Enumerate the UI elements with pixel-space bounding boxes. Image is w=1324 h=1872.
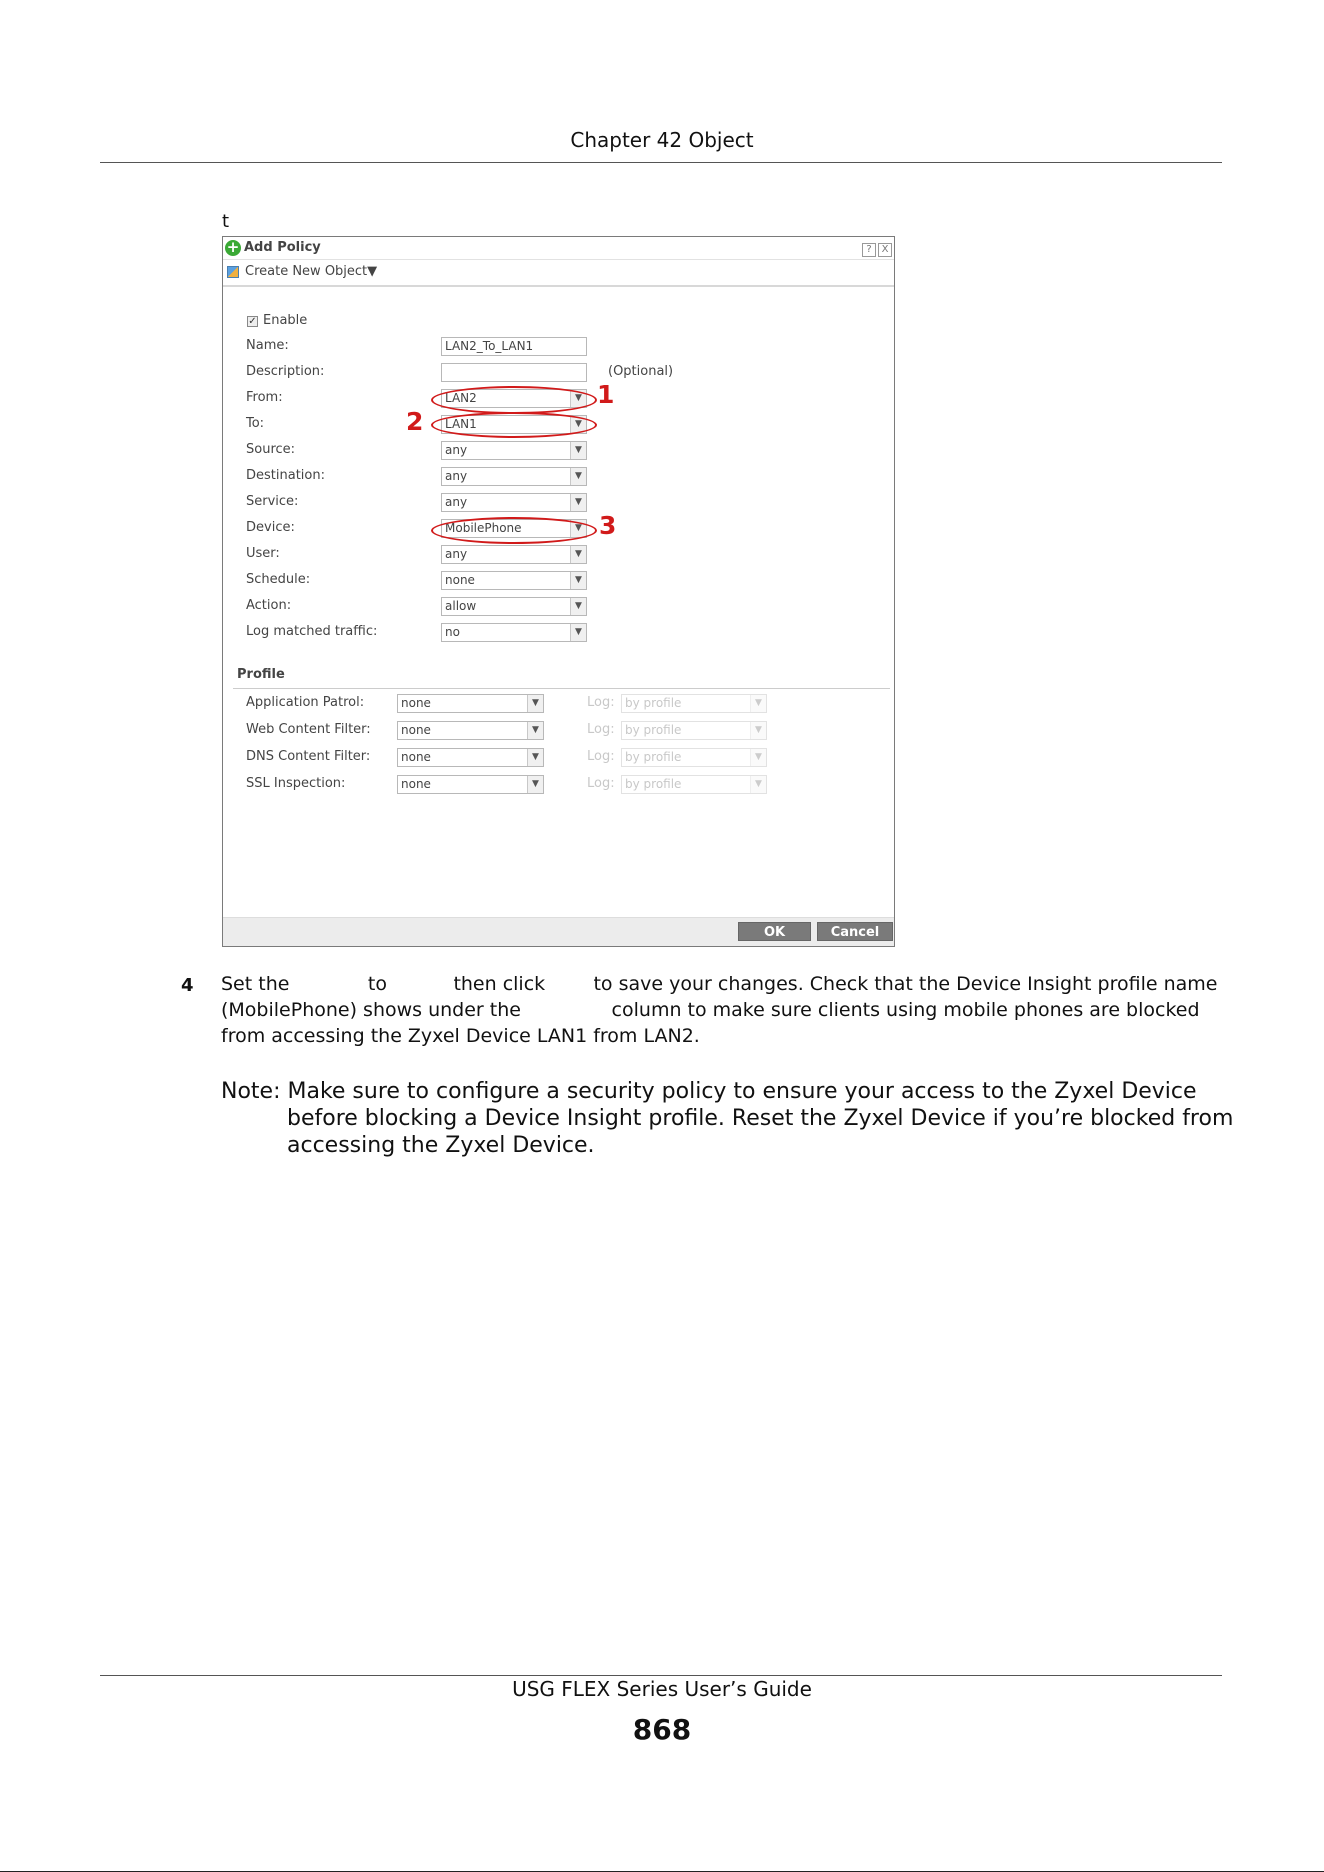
description-label: Description: — [246, 364, 325, 379]
service-value: any — [445, 495, 468, 509]
dns-content-filter-select[interactable] — [397, 748, 544, 767]
dns-content-filter-log-select — [621, 748, 767, 767]
destination-label: Destination: — [246, 468, 325, 483]
dns-content-filter-value: none — [401, 750, 431, 764]
chevron-down-icon: ▼ — [570, 468, 586, 485]
log-matched-traffic-value: no — [445, 625, 460, 639]
action-label: Action: — [246, 598, 292, 613]
name-input[interactable]: LAN2_To_LAN1 — [441, 337, 587, 356]
dialog-toolbar — [223, 259, 894, 287]
action-value: allow — [445, 599, 477, 613]
chevron-down-icon: ▼ — [570, 520, 586, 537]
dns-content-filter-label: DNS Content Filter: — [246, 749, 371, 764]
callout-number-2: 2 — [406, 407, 424, 436]
note-line-2: before blocking a Device Insight profile. Reset the Zyxel Device if you’re blocked from — [287, 1106, 1234, 1131]
user-select[interactable] — [441, 545, 587, 564]
chevron-down-icon: ▼ — [570, 572, 586, 589]
ssl-inspection-log-label: Log: — [587, 776, 615, 791]
optional-hint: (Optional) — [608, 364, 674, 379]
chevron-down-icon: ▼ — [570, 624, 586, 641]
chevron-down-icon: ▼ — [527, 695, 543, 712]
web-content-filter-log-value: by profile — [625, 723, 682, 737]
chevron-down-icon: ▼ — [570, 416, 586, 433]
to-select[interactable] — [441, 415, 587, 434]
app-patrol-select[interactable] — [397, 694, 544, 713]
enable-label: Enable — [263, 313, 308, 328]
ssl-inspection-label: SSL Inspection: — [246, 776, 346, 791]
schedule-label: Schedule: — [246, 572, 311, 587]
help-icon[interactable]: ? — [862, 243, 876, 257]
name-label: Name: — [246, 338, 289, 353]
chevron-down-icon: ▼ — [570, 390, 586, 407]
chevron-down-icon: ▼ — [527, 722, 543, 739]
profile-section-rule — [233, 688, 890, 689]
ok-button[interactable]: OK — [738, 922, 811, 941]
dialog-title-bar — [223, 237, 894, 260]
footer-guide-title: USG FLEX Series User’s Guide — [512, 1677, 812, 1701]
user-value: any — [445, 547, 468, 561]
app-patrol-value: none — [401, 696, 431, 710]
dialog-title-buttons — [860, 241, 892, 257]
service-select[interactable] — [441, 493, 587, 512]
log-matched-traffic-label: Log matched traffic: — [246, 624, 378, 639]
cancel-button[interactable]: Cancel — [817, 922, 893, 941]
chevron-down-icon: ▼ — [570, 546, 586, 563]
device-label: Device: — [246, 520, 295, 535]
dns-content-filter-log-label: Log: — [587, 749, 615, 764]
web-content-filter-select[interactable] — [397, 721, 544, 740]
step-number: 4 — [181, 975, 194, 996]
destination-select[interactable] — [441, 467, 587, 486]
description-input[interactable] — [441, 363, 587, 382]
page-header: Chapter 42 Object — [570, 128, 754, 152]
close-icon[interactable]: X — [878, 243, 892, 257]
from-label: From: — [246, 390, 283, 405]
note-line-3: accessing the Zyxel Device. — [287, 1133, 595, 1158]
web-content-filter-log-select — [621, 721, 767, 740]
note-line-1: Note: Make sure to configure a security policy to ensure your access to the Zyxel Device — [221, 1079, 1197, 1104]
callout-number-1: 1 — [597, 380, 615, 409]
log-matched-traffic-select[interactable] — [441, 623, 587, 642]
service-label: Service: — [246, 494, 299, 509]
destination-value: any — [445, 469, 468, 483]
web-content-filter-value: none — [401, 723, 431, 737]
chevron-down-icon: ▼ — [570, 442, 586, 459]
dialog-footer — [223, 917, 894, 946]
create-object-icon — [227, 266, 239, 278]
to-value: LAN1 — [445, 417, 477, 431]
callout-number-3: 3 — [599, 511, 617, 540]
chevron-down-icon: ▼ — [750, 722, 766, 739]
add-policy-dialog — [222, 236, 895, 947]
web-content-filter-log-label: Log: — [587, 722, 615, 737]
from-select[interactable] — [441, 389, 587, 408]
chevron-down-icon: ▼ — [750, 776, 766, 793]
create-new-object-menu[interactable]: Create New Object▼ — [245, 264, 378, 279]
profile-section-title: Profile — [237, 667, 285, 682]
device-value: MobilePhone — [445, 521, 522, 535]
chevron-down-icon: ▼ — [570, 598, 586, 615]
header-rule — [100, 162, 1222, 163]
to-label: To: — [246, 416, 265, 431]
page-number: 868 — [632, 1713, 692, 1746]
step-text-line-3: from accessing the Zyxel Device LAN1 from LAN2. — [221, 1025, 700, 1047]
footer-rule — [100, 1675, 1222, 1676]
dialog-title: Add Policy — [244, 240, 321, 255]
ssl-inspection-log-value: by profile — [625, 777, 682, 791]
app-patrol-log-select — [621, 694, 767, 713]
stray-char: t — [222, 211, 230, 232]
source-value: any — [445, 443, 468, 457]
schedule-value: none — [445, 573, 475, 587]
step-text-line-2: (MobilePhone) shows under the column to make sure clients using mobile phones are blocked — [221, 999, 1200, 1021]
ssl-inspection-log-select — [621, 775, 767, 794]
chevron-down-icon: ▼ — [750, 749, 766, 766]
user-label: User: — [246, 546, 280, 561]
app-patrol-label: Application Patrol: — [246, 695, 365, 710]
schedule-select[interactable] — [441, 571, 587, 590]
step-text-line-1: Set the to then click to save your changes. Check that the Device Insight profile name — [221, 973, 1218, 995]
enable-checkbox[interactable]: ✓ — [248, 316, 257, 327]
ssl-inspection-select[interactable] — [397, 775, 544, 794]
app-patrol-log-label: Log: — [587, 695, 615, 710]
chevron-down-icon: ▼ — [527, 749, 543, 766]
chevron-down-icon: ▼ — [527, 776, 543, 793]
source-label: Source: — [246, 442, 296, 457]
chevron-down-icon: ▼ — [750, 695, 766, 712]
web-content-filter-label: Web Content Filter: — [246, 722, 371, 737]
source-select[interactable] — [441, 441, 587, 460]
add-icon: + — [226, 238, 240, 256]
app-patrol-log-value: by profile — [625, 696, 682, 710]
dns-content-filter-log-value: by profile — [625, 750, 682, 764]
device-select[interactable] — [441, 519, 587, 538]
chevron-down-icon: ▼ — [570, 494, 586, 511]
ssl-inspection-value: none — [401, 777, 431, 791]
action-select[interactable] — [441, 597, 587, 616]
from-value: LAN2 — [445, 391, 477, 405]
